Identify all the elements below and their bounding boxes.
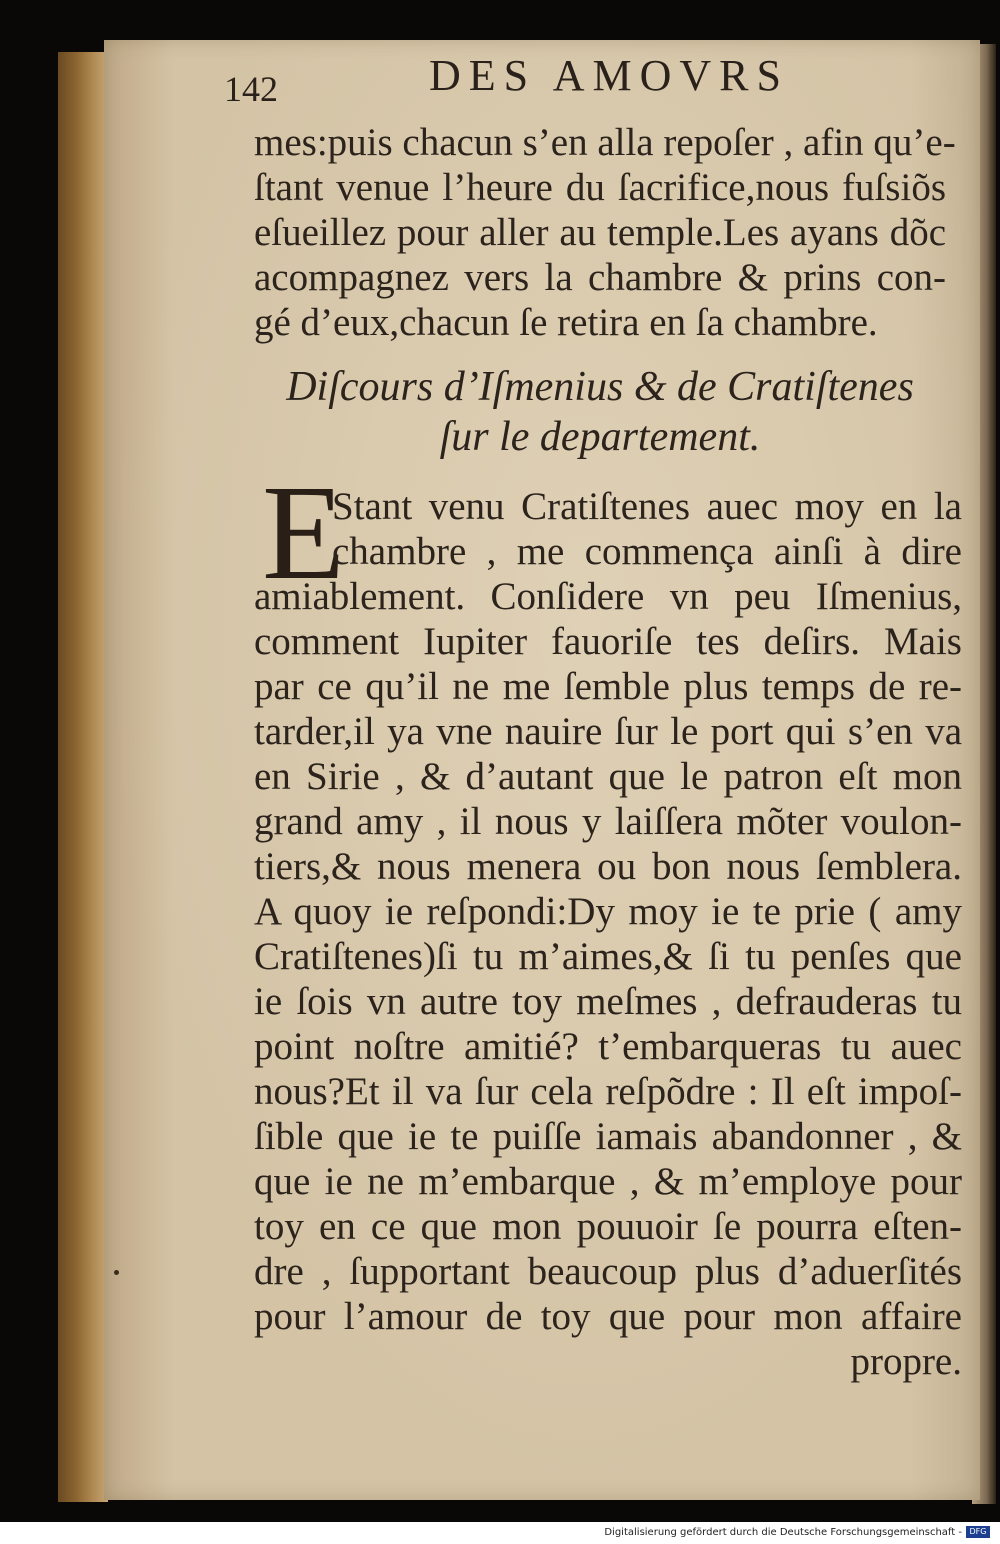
- section-title-line: ſur le departement.: [439, 414, 761, 460]
- drop-cap: E: [262, 458, 346, 608]
- page-number: 142: [224, 69, 278, 109]
- text-line: pour l’amour de toy que pour mon affaire: [254, 1295, 962, 1338]
- paper-speck: [114, 1270, 119, 1275]
- text-line: eſueillez pour aller au temple.Les ayans dõc: [254, 211, 946, 254]
- text-line: toy en ce que mon pouuoir ſe pourra eſten-: [254, 1205, 962, 1248]
- catchword: propre.: [850, 1340, 962, 1383]
- running-head: DES AMOVRS: [429, 51, 789, 100]
- text-line: Cratiſtenes)ſi tu m’aimes,& ſi tu penſes que: [254, 935, 962, 978]
- text-line: tiers,& nous menera ou bon nous ſemblera.: [254, 845, 962, 888]
- text-line: acompagnez vers la chambre & prins con-: [254, 256, 946, 299]
- text-line: ſtant venue l’heure du ſacrifice,nous fuſsiõs: [254, 166, 946, 209]
- footer-credit: Digitalisierung gefördert durch die Deutsche Forschungsgemeinschaft -: [604, 1527, 962, 1538]
- text-line: comment Iupiter fauoriſe tes deſirs. Mais: [254, 620, 962, 663]
- text-line: ſible que ie te puiſſe iamais abandonner , &: [254, 1115, 962, 1158]
- text-line: que ie ne m’embarque , & m’employe pour: [254, 1160, 962, 1203]
- text-line: amiablement. Conſidere vn peu Iſmenius,: [254, 575, 962, 618]
- book-edge-left: [58, 52, 108, 1502]
- text-line: dre , ſupportant beaucoup plus d’aduerſités: [254, 1250, 962, 1293]
- dfg-logo: DFG: [966, 1526, 990, 1538]
- text-line: chambre , me commença ainſi à dire: [332, 530, 962, 573]
- section-title-line: Diſcours d’Iſmenius & de Cratiſtenes: [286, 364, 914, 410]
- text-line: en Sirie , & d’autant que le patron eſt mon: [254, 755, 962, 798]
- text-line: par ce qu’il ne me ſemble plus temps de re-: [254, 665, 962, 708]
- paragraph-main: [254, 484, 962, 1384]
- text-line: gé d’eux,chacun ſe retira en ſa chambre.: [254, 301, 878, 344]
- text-line: mes:puis chacun s’en alla repoſer , afin qu’e-: [254, 121, 956, 164]
- text-line: grand amy , il nous y laiſſera mõter voulon-: [254, 800, 962, 843]
- text-line: Stant venu Cratiſtenes auec moy en la: [332, 485, 962, 528]
- text-line: A quoy ie reſpondi:Dy moy ie te prie ( amy: [254, 890, 962, 933]
- text-line: ie ſois vn autre toy meſmes , defrauderas tu: [254, 980, 962, 1023]
- paragraph-continued: [254, 120, 956, 345]
- page-header: [224, 48, 824, 108]
- text-line: point noſtre amitié? t’embarqueras tu auec: [254, 1025, 962, 1068]
- text-line: tarder,il ya vne nauire ſur le port qui s’en va: [254, 710, 962, 753]
- section-title: [240, 362, 960, 462]
- text-line: nous?Et il va ſur cela reſpõdre : Il eſt impoſ-: [254, 1070, 962, 1113]
